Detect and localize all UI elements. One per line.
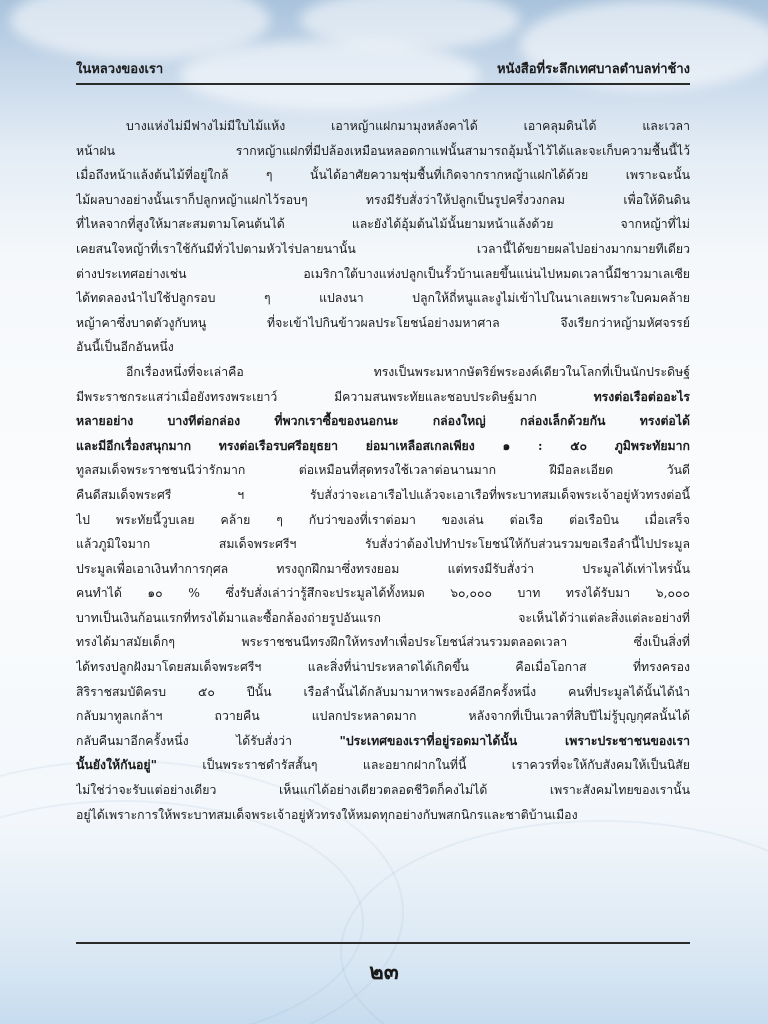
text-line (76, 409, 690, 434)
text-line: ทรงได้มาสมัยเด็กๆ พระราชชนนีทรงฝึกให้ทรงทำเพื่อประโยชน์ส่วนรวมตลอดเวลา ซึ่งเป็นสิ่งที่ (76, 635, 690, 650)
text-line: ประมูลเพื่อเอาเงินทำการกุศล ทรงถูกฝึกมาซึ่งทรงยอม แต่ทรงมีรับสั่งว่า ประมูลได้เท่าไหร่นั้น (76, 561, 690, 576)
text-line (76, 753, 690, 778)
text-line: กลับมาทูลเกล้าฯ ถวายคืน แปลกประหลาดมาก หลังจากที่เป็นเวลาที่สิบปีไม่รู้บุญกุศลนั้นได้ (76, 709, 690, 724)
bold-text-run: หลายอย่าง บางทีต่อกล่อง ที่พวกเราซื้อของนอกนะ กล่องใหญ่ กล่องเล็กด้วยกัน ทรงต่อได้ (76, 413, 690, 429)
text-line: ไม้ผลบางอย่างนั้นเราก็ปลูกหญ้าแฝกไว้รอบๆ ทรงมีรับสั่งว่าให้ปลูกเป็นรูปครึ่งวงกลม เพื่อให้ดินดิน (76, 192, 690, 207)
bold-text-run: นั้นยังให้กันอยู่" (76, 757, 157, 773)
text-line: เมื่อถึงหน้าแล้งต้นไม้ที่อยู่ใกล้ ๆ นั้นได้อาศัยความชุ่มชื้นที่เกิดจากรากหญ้าแฝกได้ด้วย เพราะฉะนั้น (76, 168, 690, 183)
text-line: ได้ทรงปลูกฝังมาโดยสมเด็จพระศรีฯ และสิ่งที่น่าประหลาดได้เกิดขึ้น คือเมื่อโอกาส ที่ทรงครอง (76, 660, 690, 675)
text-line: อยู่ได้เพราะการให้พระบาทสมเด็จพระเจ้าอยู่หัวทรงให้หมดทุกอย่างกับพสกนิกรและชาติบ้านเมือง (76, 807, 578, 822)
text-line: ต่างประเทศอย่างเช่น อเมริกาใต้บางแห่งปลูกเป็นรั้วบ้านเลยขึ้นแน่นไปหมดเวลานี้มีชาวมาเลเซีย (76, 266, 690, 281)
background-swirl (340, 820, 768, 1024)
book-title: หนังสือที่ระลึกเทศบาลตำบลท่าช้าง (496, 62, 690, 77)
text-line: แล้วภูมิใจมาก สมเด็จพระศรีฯ รับสั่งว่าต้องไปทำประโยชน์ให้กับส่วนรวมขอเรือลำนี้ไปประมูล (76, 537, 690, 552)
text-line: หญ้าคาซึ่งบาดตัวงูกับหนู ที่จะเข้าไปกินข้าวผลประโยชน์อย่างมหาศาล จึงเรียกว่าหญ้ามหัศจรรย์ (76, 315, 690, 330)
header-divider (76, 83, 690, 85)
bold-text-run: ทรงต่อเรือต่ออะไร (593, 388, 690, 404)
text-line (76, 729, 690, 754)
text-line: หน้าฝน รากหญ้าแฝกที่มีปล้องเหมือนหลอดกาแฟนั้นสามารถอุ้มน้ำไว้ได้และจะเก็บความชื้นนี้ไว้ (76, 143, 690, 158)
text-line: คนทำได้ ๑๐ % ซึ่งรับสั่งเล่าว่ารู้สึกจะประมูลได้ทั้งหมด ๖๐,๐๐๐ บาท ทรงได้รับมา ๖,๐๐๐ (76, 586, 690, 601)
paragraph-2 (76, 360, 690, 827)
text-line: อีกเรื่องหนึ่งที่จะเล่าคือ ทรงเป็นพระมหากษัตริย์พระองค์เดียวในโลกที่เป็นนักประดิษฐ์ (126, 364, 690, 379)
text-line: ทูลสมเด็จพระราชชนนีว่ารักมาก ต่อเหมือนที่สุดทรงใช้เวลาต่อนานมาก ฝีมือละเอียด วันดี (76, 463, 690, 478)
text-line: บาทเป็นเงินก้อนแรกที่ทรงได้มาและซื้อกล้องถ่ายรูปอันแรก จะเห็นได้ว่าแต่ละสิ่งแต่ละอย่างที่ (76, 610, 690, 625)
text-line: สิริราชสมบัติครบ ๕๐ ปีนั้น เรือลำนั้นได้กลับมามาหาพระองค์อีกครั้งหนึ่ง คนที่ประมูลได้นั้นได้นำ (76, 684, 690, 699)
text-run: เป็นพระราชดำรัสสั้นๆ และอยากฝากในที่นี้ เราควรที่จะให้กับสังคมให้เป็นนิสัย (156, 758, 690, 773)
article-body (76, 114, 690, 827)
bold-text-run: "ประเทศของเราที่อยู่รอดมาได้นั้น เพราะประชาชนของเรา (339, 732, 690, 748)
text-line: เคยสนใจหญ้าที่เราใช้กันมีทั่วไปตามหัวไร่ปลายนานั้น เวลานี้ได้ขยายผลไปอย่างมากมายทีเดียว (76, 241, 690, 256)
text-line: ได้ทดลองนำไปใช้ปลูกรอบ ๆ แปลงนา ปลูกให้ถี่หนูและงูไม่เข้าไปในนาเลยเพราะใบคมคล้าย (76, 291, 690, 306)
page-number: ๒๓ (369, 959, 399, 985)
page-header (76, 58, 690, 82)
text-line (76, 434, 690, 459)
text-line: คืนดีสมเด็จพระศรี ฯ รับสั่งว่าจะเอาเรือไปแล้วจะเอาเรือที่พระบาทสมเด็จพระเจ้าอยู่หัวทรงต่อนี้ (76, 487, 690, 502)
book-section-title: ในหลวงของเรา (76, 62, 164, 77)
text-line (76, 385, 690, 410)
text-line: บางแห่งไม่มีฟางไม่มีใบไม้แห้ง เอาหญ้าแฝกมามุงหลังคาได้ เอาคลุมดินได้ และเวลา (126, 119, 690, 133)
text-line: ไม่ใช่ว่าจะรับแต่อย่างเดียว เห็นแก่ได้อย่างเดียวตลอดชีวิตก็คงไม่ได้ เพราะสังคมไทยของเรานั้น (76, 783, 690, 798)
paragraph-1 (76, 114, 690, 360)
text-run: กลับคืนมาอีกครั้งหนึ่ง ได้รับสั่งว่า (76, 733, 340, 748)
text-line: ไป พระทัยนี้วูบเลย คล้าย ๆ กับว่าของที่เราต่อมา ของเล่น ต่อเรือ ต่อเรือบิน เมื่อเสร็จ (76, 512, 690, 527)
bold-text-run: และมีอีกเรื่องสนุกมาก ทรงต่อเรือรบศรีอยุธยา ย่อมาเหลือสเกลเพียง ๑ : ๕๐ ภูมิพระทัยมาก (76, 437, 690, 453)
footer-divider (76, 942, 690, 944)
text-run: มีพระราชกระแสว่าเมื่อยังทรงพระเยาว์ มีความสนพระทัยและชอบประดิษฐ์มาก (76, 389, 594, 404)
text-line: ที่ไหลจากที่สูงให้มาสะสมตามโคนต้นได้ และยังได้อุ้มต้นไม้นั้นยามหน้าแล้งด้วย จากหญ้าที่ไม่ (76, 217, 690, 232)
text-line: อันนี้เป็นอีกอันหนึ่ง (76, 340, 174, 355)
